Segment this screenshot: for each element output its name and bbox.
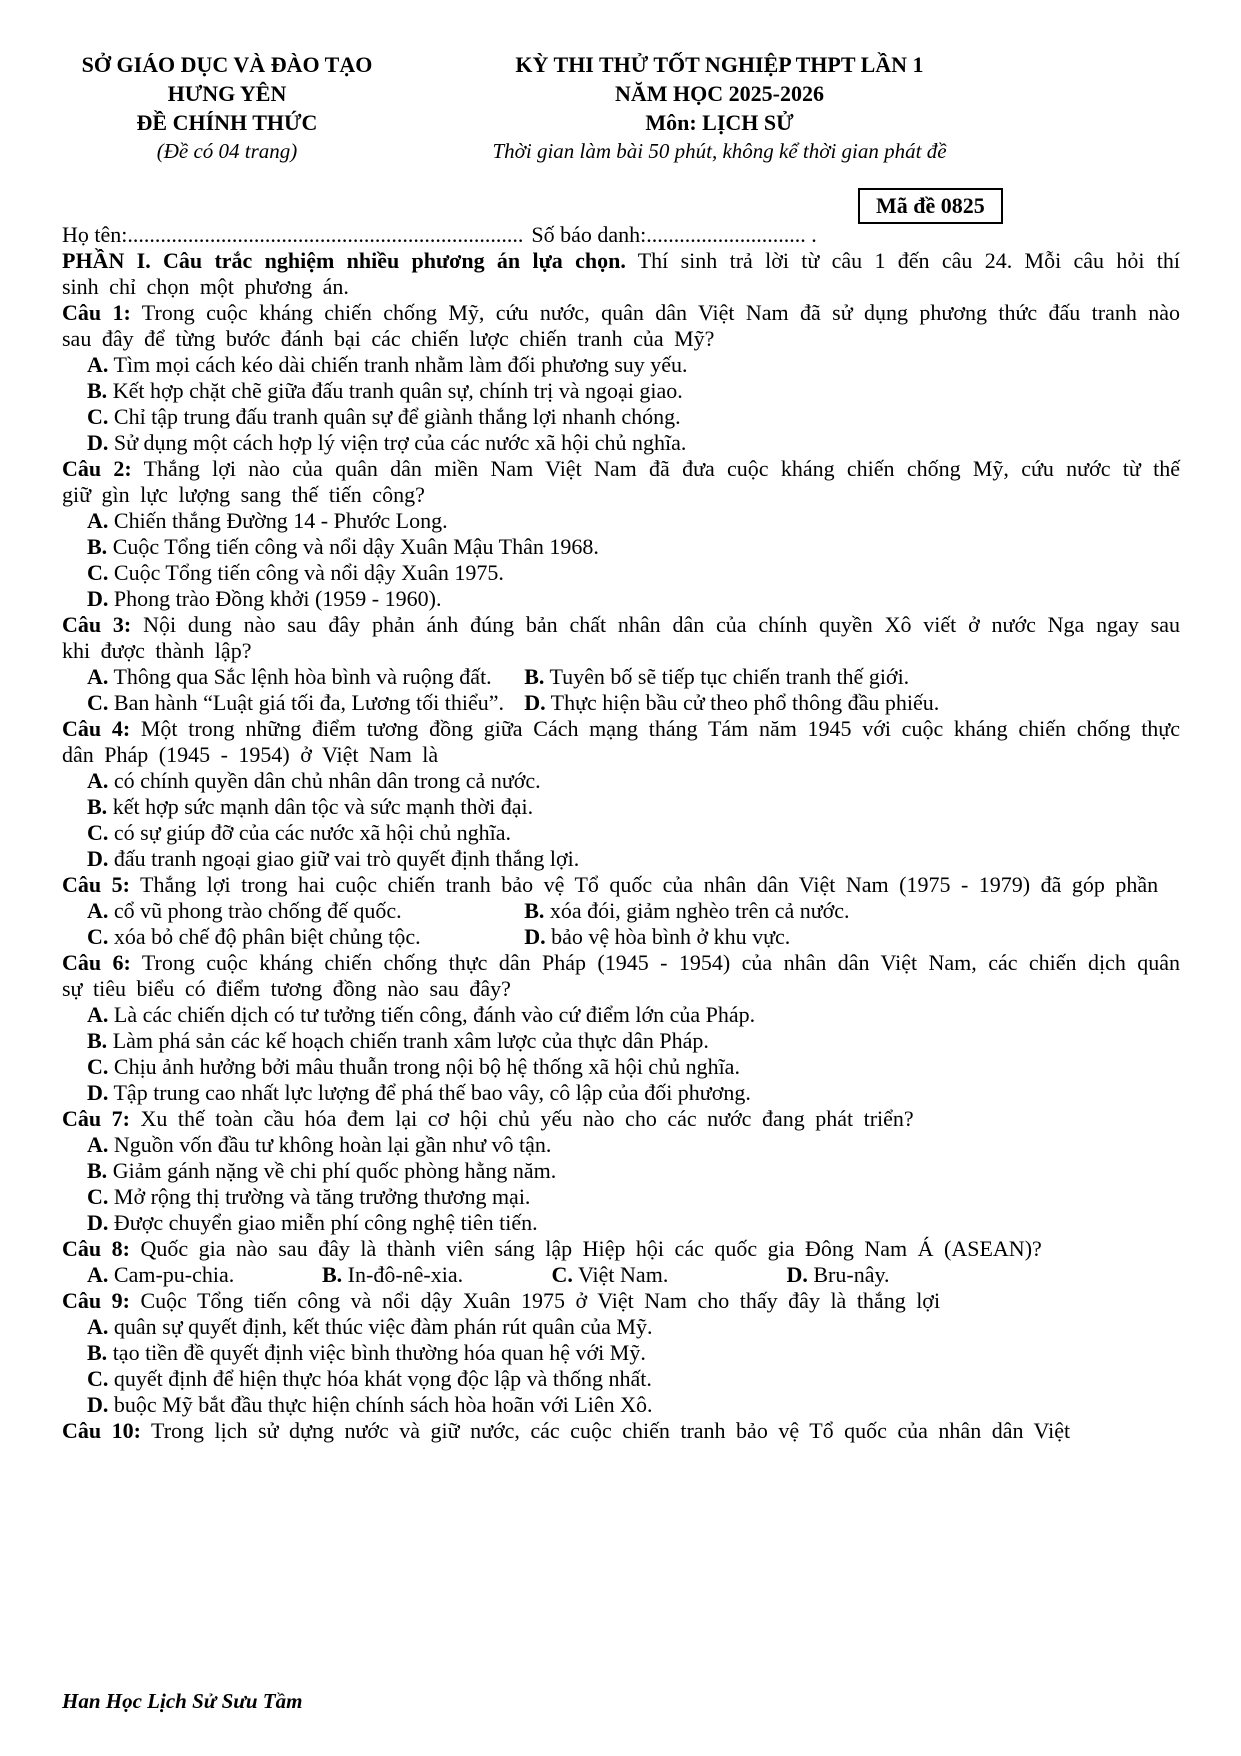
question-8 bbox=[62, 1236, 1180, 1288]
option-letter: D. bbox=[786, 1262, 808, 1287]
option-D: D. Phong trào Đồng khởi (1959 - 1960). bbox=[87, 586, 442, 611]
option-letter: B. bbox=[87, 378, 108, 403]
question-5 bbox=[62, 872, 1180, 950]
option-letter: D. bbox=[87, 1080, 109, 1105]
option-letter: A. bbox=[87, 508, 109, 533]
exam-code-box: Mã đề 0825 bbox=[858, 188, 1003, 224]
option-B: B. Kết hợp chặt chẽ giữa đấu tranh quân sự, chính trị và ngoại giao. bbox=[87, 378, 683, 403]
candidate-name-field: Họ tên:........................................................................ bbox=[62, 222, 524, 247]
option-A: A. Cam-pu-chia. bbox=[87, 1262, 235, 1287]
option-D: D. bảo vệ hòa bình ở khu vực. bbox=[524, 924, 791, 949]
question-text: Câu 9: Cuộc Tổng tiến công và nổi dậy Xuân 1975 ở Việt Nam cho thấy đây là thắng lợi bbox=[62, 1288, 941, 1313]
option-A: A. Thông qua Sắc lệnh hòa bình và ruộng đất. bbox=[87, 664, 492, 689]
option-C: C. có sự giúp đỡ của các nước xã hội chủ nghĩa. bbox=[87, 820, 512, 845]
option-D: D. Sử dụng một cách hợp lý viện trợ của các nước xã hội chủ nghĩa. bbox=[87, 430, 687, 455]
option-letter: A. bbox=[87, 1262, 109, 1287]
option-letter: A. bbox=[87, 768, 109, 793]
options bbox=[62, 1262, 1180, 1288]
option-letter: C. bbox=[87, 1184, 109, 1209]
question-2 bbox=[62, 456, 1180, 612]
option-letter: D. bbox=[87, 1392, 109, 1417]
option-letter: A. bbox=[87, 898, 109, 923]
question-7 bbox=[62, 1106, 1180, 1236]
option-letter: A. bbox=[87, 1002, 109, 1027]
part1-heading bbox=[62, 248, 1180, 300]
option-letter: B. bbox=[87, 1158, 108, 1183]
question-text: Câu 4: Một trong những điểm tương đồng giữa Cách mạng tháng Tám năm 1945 với cuộc kháng chiến chống thực dân Pháp (1945 - 1954) ở Việt Nam là bbox=[62, 716, 1180, 767]
question-text: Câu 2: Thắng lợi nào của quân dân miền Nam Việt Nam đã đưa cuộc kháng chiến chống Mỹ, cứu nước từ thế giữ gìn lực lượng sang thế tiến công? bbox=[62, 456, 1180, 507]
question-text: Câu 8: Quốc gia nào sau đây là thành viên sáng lập Hiệp hội các quốc gia Đông Nam Á (ASEAN)? bbox=[62, 1236, 1042, 1261]
candidate-id-field: Số báo danh:............................. . bbox=[531, 222, 817, 247]
question-label: Câu 7: bbox=[62, 1106, 130, 1131]
question-text: Câu 10: Trong lịch sử dựng nước và giữ nước, các cuộc chiến tranh bảo vệ Tổ quốc của nhân dân Việt bbox=[62, 1418, 1071, 1443]
option-C: C. Ban hành “Luật giá tối đa, Lương tối thiểu”. bbox=[87, 690, 505, 715]
option-letter: C. bbox=[87, 1054, 109, 1079]
page-footer: Han Học Lịch Sử Sưu Tầm bbox=[62, 1689, 303, 1713]
option-D: D. đấu tranh ngoại giao giữ vai trò quyết định thắng lợi. bbox=[87, 846, 580, 871]
option-letter: B. bbox=[321, 1262, 343, 1287]
question-list bbox=[62, 300, 1180, 1444]
question-label: Câu 9: bbox=[62, 1288, 130, 1313]
option-C: C. Chỉ tập trung đấu tranh quân sự để giành thắng lợi nhanh chóng. bbox=[87, 404, 681, 429]
option-letter: B. bbox=[524, 664, 545, 689]
subject-name: Môn: LỊCH SỬ bbox=[645, 110, 794, 135]
question-label: Câu 8: bbox=[62, 1236, 130, 1261]
option-B: B. tạo tiền đề quyết định việc bình thường hóa quan hệ với Mỹ. bbox=[87, 1340, 646, 1365]
question-3 bbox=[62, 612, 1180, 716]
option-letter: A. bbox=[87, 664, 109, 689]
exam-type: ĐỀ CHÍNH THỨC bbox=[136, 110, 318, 135]
option-A: A. Chiến thắng Đường 14 - Phước Long. bbox=[87, 508, 448, 533]
option-D: D. Bru-nây. bbox=[786, 1262, 890, 1287]
options bbox=[62, 352, 1180, 456]
question-label: Câu 4: bbox=[62, 716, 131, 741]
header-right-block bbox=[392, 50, 1047, 166]
option-B: B. Tuyên bố sẽ tiếp tục chiến tranh thế giới. bbox=[524, 664, 910, 689]
option-C: C. xóa bỏ chế độ phân biệt chủng tộc. bbox=[87, 924, 421, 949]
option-A: A. có chính quyền dân chủ nhân dân trong cả nước. bbox=[87, 768, 541, 793]
option-B: B. In-đô-nê-xia. bbox=[321, 1262, 464, 1287]
option-D: D. Tập trung cao nhất lực lượng để phá thế bao vây, cô lập của đối phương. bbox=[87, 1080, 751, 1105]
options bbox=[62, 768, 1180, 872]
question-label: Câu 1: bbox=[62, 300, 131, 325]
option-letter: C. bbox=[87, 560, 109, 585]
question-label: Câu 3: bbox=[62, 612, 132, 637]
option-C: C. Mở rộng thị trường và tăng trưởng thương mại. bbox=[87, 1184, 531, 1209]
options bbox=[62, 898, 1180, 950]
option-letter: B. bbox=[87, 534, 108, 559]
option-letter: C. bbox=[87, 924, 109, 949]
question-text: Câu 1: Trong cuộc kháng chiến chống Mỹ, cứu nước, quân dân Việt Nam đã sử dụng phương thức đấu tranh nào sau đây để từng bước đánh bại các chiến lược chiến tranh của Mỹ? bbox=[62, 300, 1180, 351]
option-letter: A. bbox=[87, 1132, 109, 1157]
option-B: B. kết hợp sức mạnh dân tộc và sức mạnh thời đại. bbox=[87, 794, 534, 819]
option-letter: D. bbox=[87, 430, 109, 455]
question-label: Câu 6: bbox=[62, 950, 131, 975]
question-label: Câu 2: bbox=[62, 456, 132, 481]
option-D: D. Được chuyển giao miễn phí công nghệ tiên tiến. bbox=[87, 1210, 538, 1235]
question-1 bbox=[62, 300, 1180, 456]
option-letter: B. bbox=[524, 898, 545, 923]
option-letter: C. bbox=[87, 820, 109, 845]
option-letter: B. bbox=[87, 1028, 108, 1053]
option-letter: B. bbox=[87, 1340, 108, 1365]
question-text: Câu 5: Thắng lợi trong hai cuộc chiến tranh bảo vệ Tổ quốc của nhân dân Việt Nam (1975 - 1979) đã góp phần bbox=[62, 872, 1159, 897]
duration-note: Thời gian làm bài 50 phút, không kể thời gian phát đề bbox=[492, 139, 947, 163]
option-C: C. Cuộc Tổng tiến công và nổi dậy Xuân 1975. bbox=[87, 560, 504, 585]
option-B: B. Giảm gánh nặng về chi phí quốc phòng hằng năm. bbox=[87, 1158, 557, 1183]
question-10 bbox=[62, 1418, 1180, 1444]
option-letter: D. bbox=[87, 846, 109, 871]
question-4 bbox=[62, 716, 1180, 872]
option-letter: C. bbox=[87, 404, 109, 429]
option-letter: C. bbox=[87, 690, 109, 715]
question-text: Câu 7: Xu thế toàn cầu hóa đem lại cơ hội chủ yếu nào cho các nước đang phát triển? bbox=[62, 1106, 914, 1131]
option-C: C. Chịu ảnh hưởng bởi mâu thuẫn trong nội bộ hệ thống xã hội chủ nghĩa. bbox=[87, 1054, 740, 1079]
options bbox=[62, 664, 1180, 716]
option-D: D. Thực hiện bầu cử theo phổ thông đầu phiếu. bbox=[524, 690, 940, 715]
option-B: B. xóa đói, giảm nghèo trên cả nước. bbox=[524, 898, 850, 923]
part1-heading-rest: Thí sinh trả lời từ câu 1 đến câu 24. Mỗi câu hỏi thí sinh chỉ chọn một phương án. bbox=[62, 248, 1181, 299]
question-9 bbox=[62, 1288, 1180, 1418]
question-text: Câu 3: Nội dung nào sau đây phản ánh đúng bản chất nhân dân của chính quyền Xô viết ở nước Nga ngay sau khi được thành lập? bbox=[62, 612, 1180, 663]
question-label: Câu 10: bbox=[62, 1418, 141, 1443]
option-A: A. Tìm mọi cách kéo dài chiến tranh nhằm làm đối phương suy yếu. bbox=[87, 352, 688, 377]
exam-header bbox=[62, 50, 1180, 166]
option-B: B. Làm phá sản các kế hoạch chiến tranh xâm lược của thực dân Pháp. bbox=[87, 1028, 709, 1053]
options bbox=[62, 1002, 1180, 1106]
option-letter: D. bbox=[87, 586, 109, 611]
header-left-block bbox=[62, 50, 392, 166]
question-text: Câu 6: Trong cuộc kháng chiến chống thực dân Pháp (1945 - 1954) của nhân dân Việt Nam, các chiến dịch quân sự tiêu biểu có điểm tương đồng nào sau đây? bbox=[62, 950, 1181, 1001]
question-label: Câu 5: bbox=[62, 872, 130, 897]
option-letter: D. bbox=[524, 690, 546, 715]
option-C: C. Việt Nam. bbox=[551, 1262, 669, 1287]
school-year: NĂM HỌC 2025-2026 bbox=[615, 81, 824, 106]
option-letter: A. bbox=[87, 352, 109, 377]
options bbox=[62, 1132, 1180, 1236]
option-letter: D. bbox=[524, 924, 546, 949]
option-letter: B. bbox=[87, 794, 108, 819]
option-letter: C. bbox=[551, 1262, 573, 1287]
option-letter: D. bbox=[87, 1210, 109, 1235]
department-name: SỞ GIÁO DỤC VÀ ĐÀO TẠO bbox=[81, 52, 373, 77]
exam-title: KỲ THI THỬ TỐT NGHIỆP THPT LẦN 1 bbox=[515, 52, 924, 77]
candidate-line bbox=[62, 222, 1180, 248]
option-C: C. quyết định để hiện thực hóa khát vọng độc lập và thống nhất. bbox=[87, 1366, 652, 1391]
options bbox=[62, 508, 1180, 612]
option-A: A. quân sự quyết định, kết thúc việc đàm phán rút quân của Mỹ. bbox=[87, 1314, 653, 1339]
option-D: D. buộc Mỹ bắt đầu thực hiện chính sách hòa hoãn với Liên Xô. bbox=[87, 1392, 653, 1417]
options bbox=[62, 1314, 1180, 1418]
part1-heading-bold: PHẦN I. Câu trắc nghiệm nhiều phương án lựa chọn. bbox=[62, 248, 626, 273]
option-letter: A. bbox=[87, 1314, 109, 1339]
option-A: A. Nguồn vốn đầu tư không hoàn lại gần như vô tận. bbox=[87, 1132, 552, 1157]
pages-note: (Đề có 04 trang) bbox=[156, 139, 298, 163]
province-name: HƯNG YÊN bbox=[167, 81, 287, 106]
option-B: B. Cuộc Tổng tiến công và nổi dậy Xuân Mậu Thân 1968. bbox=[87, 534, 599, 559]
option-A: A. Là các chiến dịch có tư tưởng tiến công, đánh vào cứ điểm lớn của Pháp. bbox=[87, 1002, 756, 1027]
option-letter: C. bbox=[87, 1366, 109, 1391]
question-6 bbox=[62, 950, 1180, 1106]
option-A: A. cổ vũ phong trào chống đế quốc. bbox=[87, 898, 402, 923]
